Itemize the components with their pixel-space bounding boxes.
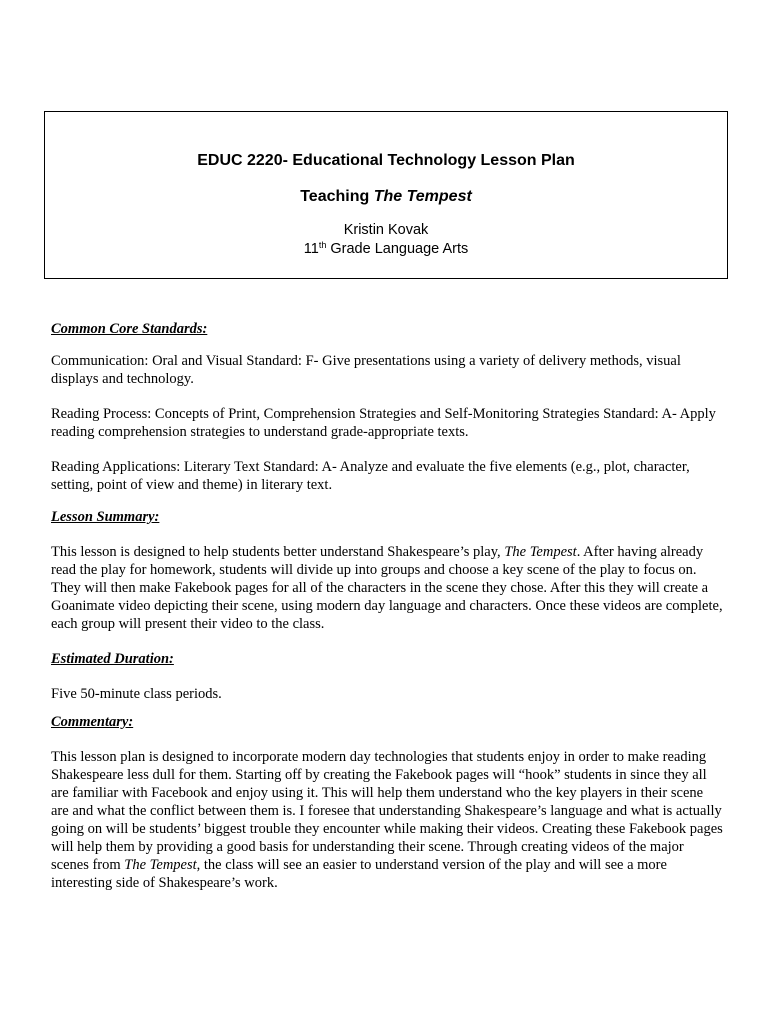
duration-text: Five 50-minute class periods. [51, 686, 222, 702]
grade-rest: Grade Language Arts [326, 241, 469, 257]
commentary-heading: Commentary: [51, 714, 134, 730]
commentary-paragraph [51, 748, 723, 892]
title-box [44, 111, 728, 279]
document-body [51, 320, 723, 892]
commentary-text-1: This lesson plan is designed to incorporate modern day technologies that students enjoy in order to make reading Shakespeare less dull for them. Starting off by creating the Fakebook pages will “hook” students in since they all are familiar with Facebook and enjoy using it. This will help them understand who the key players in their scene are and what the conflict between them is. I foresee that understanding Shakespeare’s language and what is actually going on will be students’ biggest trouble they encounter while making their videos. Creating these Fakebook pages will help them by providing a good basis for understanding their scene. Through creating videos of the major scenes from [51, 749, 723, 873]
summary-heading: Lesson Summary: [51, 509, 160, 525]
document-subtitle [45, 188, 727, 206]
summary-text-1: This lesson is designed to help students better understand Shakespeare’s play, [51, 544, 505, 560]
standard-item: Reading Process: Concepts of Print, Comprehension Strategies and Self-Monitoring Strategies Standard: A- Apply reading comprehension strategies to understand grade-appropriate texts. [51, 406, 716, 440]
subtitle-play-title: The Tempest [373, 188, 472, 205]
grade-level [45, 240, 727, 257]
summary-play-title: The Tempest [504, 544, 577, 560]
grade-number: 11 [303, 241, 319, 257]
document-title: EDUC 2220- Educational Technology Lesson Plan [197, 152, 575, 169]
commentary-text-2: , the class will see an easier to understand version of the play and will see a more interesting side of Shakespeare’s work. [51, 857, 667, 891]
summary-paragraph [51, 543, 723, 633]
standard-item: Communication: Oral and Visual Standard: F- Give presentations using a variety of delivery methods, visual displays and technology. [51, 353, 681, 387]
standard-item: Reading Applications: Literary Text Standard: A- Analyze and evaluate the five elements (e.g., plot, character, setting, point of view and theme) in literary text. [51, 459, 690, 493]
author-name: Kristin Kovak [343, 222, 429, 238]
commentary-play-title: The Tempest [124, 857, 197, 873]
subtitle-prefix: Teaching [300, 188, 374, 205]
duration-heading: Estimated Duration: [51, 651, 174, 667]
standards-heading: Common Core Standards: [51, 321, 208, 337]
summary-text-2: . After having already read the play for homework, students will divide up into groups and choose a key scene of the play to focus on. They will then make Fakebook pages for all of the characters in the scene they chose. After this they will create a Goanimate video depicting their scene, using modern day language and characters. Once these videos are complete, each group will present their video to the class. [51, 544, 723, 632]
grade-suffix: th [318, 240, 327, 250]
